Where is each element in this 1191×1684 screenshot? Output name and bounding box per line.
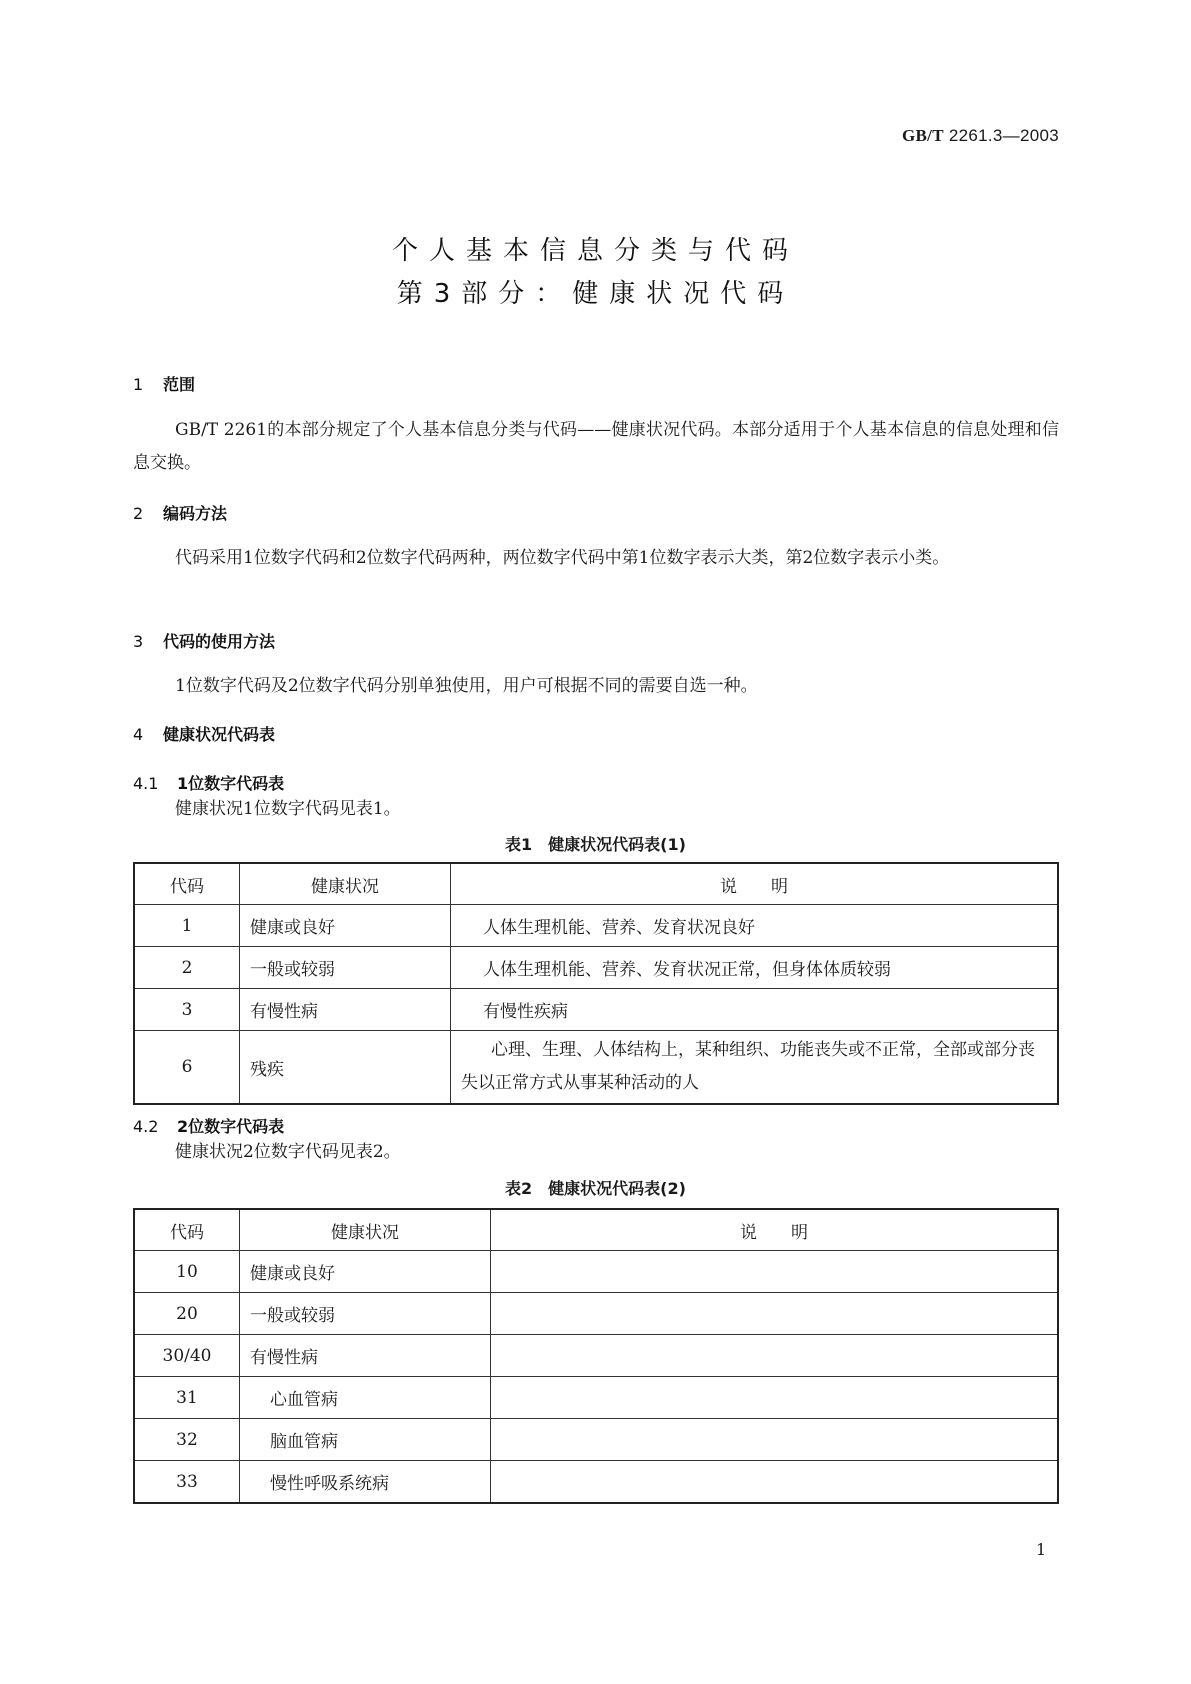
document-subtitle: 第3部分：健康状况代码 [396,279,795,309]
cell-description [491,1377,1059,1419]
cell-code: 31 [134,1377,240,1419]
table1-caption: 表1 健康状况代码表(1) [505,835,686,854]
column-header-code: 代码 [134,1209,240,1251]
section-body-2: 代码采用1位数字代码和2位数字代码两种，两位数字代码中第1位数字表示大类，第2位数字表示小类。 [175,548,950,568]
cell-description: 有慢性疾病 [451,989,1059,1031]
cell-description: 人体生理机能、营养、发育状况正常，但身体体质较弱 [451,947,1059,989]
cell-status: 心血管病 [240,1377,491,1419]
section-heading-4: 4 健康状况代码表 [133,725,276,744]
standard-code [902,126,1059,146]
cell-description [491,1419,1059,1461]
column-header-status: 健康状况 [240,1209,491,1251]
cell-code: 10 [134,1251,240,1293]
table-row [134,1335,1058,1377]
table1 [133,862,1059,1105]
table-row [134,1251,1058,1293]
standard-number: 2261.3—2003 [948,126,1059,145]
table2-caption: 表2 健康状况代码表(2) [505,1179,686,1198]
section-heading-3: 3 代码的使用方法 [133,632,276,651]
cell-description: 心理、生理、人体结构上，某种组织、功能丧失或不正常，全部或部分丧失以正常方式从事某种活动的人 [451,1031,1059,1105]
table-row [134,1031,1058,1105]
table1-header-row [134,863,1058,905]
table-row [134,1293,1058,1335]
cell-status: 有慢性病 [240,1335,491,1377]
subsection-body-4-2: 健康状况2位数字代码见表2。 [175,1142,401,1162]
page-number: 1 [1036,1540,1047,1559]
subsection-heading-4-1: 4.1 1位数字代码表 [133,774,285,793]
table-row [134,947,1058,989]
cell-status: 有慢性病 [240,989,451,1031]
cell-status: 健康或良好 [240,905,451,947]
cell-status: 健康或良好 [240,1251,491,1293]
subsection-heading-4-2: 4.2 2位数字代码表 [133,1117,285,1136]
cell-description [491,1251,1059,1293]
table-row [134,1419,1058,1461]
table-row [134,1377,1058,1419]
cell-status: 慢性呼吸系统病 [240,1461,491,1504]
cell-code: 3 [134,989,240,1031]
cell-code: 2 [134,947,240,989]
column-header-description: 说 明 [491,1209,1059,1251]
column-header-description: 说 明 [451,863,1059,905]
cell-code: 33 [134,1461,240,1504]
column-header-status: 健康状况 [240,863,451,905]
column-header-code: 代码 [134,863,240,905]
table-row [134,989,1058,1031]
cell-code: 1 [134,905,240,947]
section-heading-2: 2 编码方法 [133,504,228,523]
cell-description: 人体生理机能、营养、发育状况良好 [451,905,1059,947]
cell-status: 一般或较弱 [240,947,451,989]
table2 [133,1208,1059,1504]
table2-header-row [134,1209,1058,1251]
section-body-3: 1位数字代码及2位数字代码分别单独使用，用户可根据不同的需要自选一种。 [175,676,758,696]
section-body-1: GB/T 2261的本部分规定了个人基本信息分类与代码——健康状况代码。本部分适用于个人基本信息的信息处理和信息交换。 [133,420,1059,473]
section-heading-1: 1 范围 [133,375,196,394]
cell-status: 脑血管病 [240,1419,491,1461]
cell-code: 6 [134,1031,240,1105]
table-row [134,905,1058,947]
cell-code: 20 [134,1293,240,1335]
cell-description [491,1461,1059,1504]
table-row [134,1461,1058,1504]
standard-prefix: GB/T [902,126,944,145]
cell-code: 32 [134,1419,240,1461]
cell-status: 一般或较弱 [240,1293,491,1335]
cell-status: 残疾 [240,1031,451,1105]
cell-description [491,1335,1059,1377]
subsection-body-4-1: 健康状况1位数字代码见表1。 [175,799,401,819]
document-title: 个人基本信息分类与代码 [391,236,799,266]
cell-description [491,1293,1059,1335]
cell-code: 30/40 [134,1335,240,1377]
